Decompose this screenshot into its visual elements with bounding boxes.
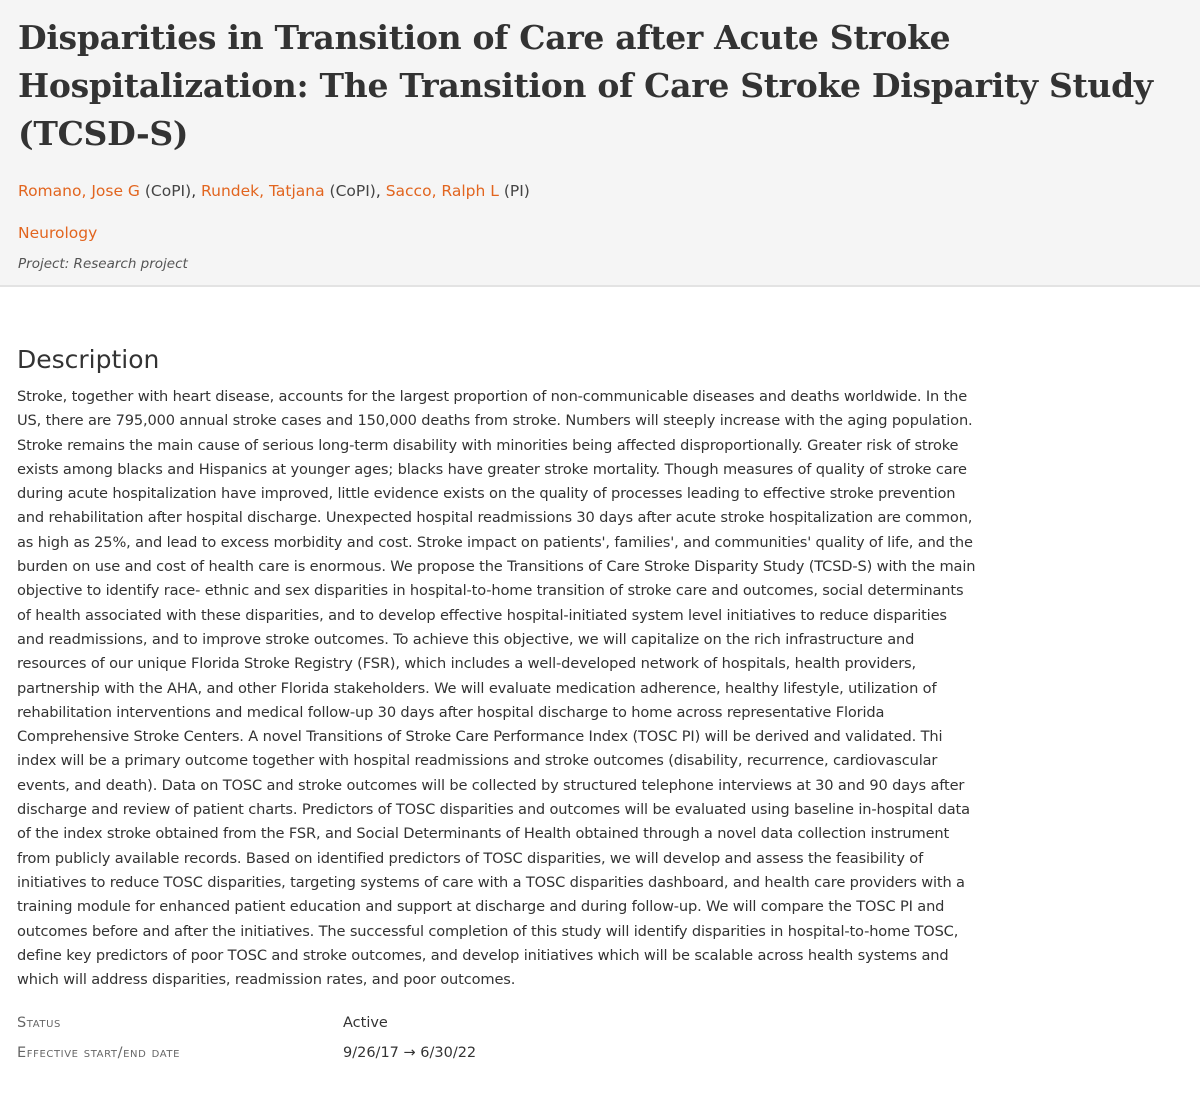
person-link-rundek[interactable]: Rundek, Tatjana [201,182,325,200]
persons-list [18,180,1182,202]
separator: , [375,182,386,200]
status-value: Active [343,1015,388,1032]
date-value: 9/26/17 → 6/30/22 [343,1045,477,1062]
status-label: Status [17,1015,61,1032]
person-link-sacco[interactable]: Sacco, Ralph L [385,182,499,200]
status-row [17,1008,1183,1038]
organization-link[interactable]: Neurology [18,224,98,242]
person-role: (CoPI) [144,182,192,200]
project-meta [17,1008,1183,1068]
project-type: Project: Research project [18,256,188,272]
page-title: Disparities in Transition of Care after Acute Stroke Hospitalization: The Transition of Care Stroke Disparity Study (TCSD-S) [18,18,1153,153]
project-header [0,0,1200,287]
person-role: (CoPI) [329,182,376,200]
person-role: (PI) [503,182,530,200]
description-text: Stroke, together with heart disease, accounts for the largest proportion of non-communicable diseases and deaths worldwide. In the US, there are 795,000 annual stroke cases and 150,000 deaths from stroke. Numbers will steeply increase with the aging population. Stroke remains the main cause of serious long-term disability with minorities being affected disproportionally. Greater risk of stroke exists among blacks and Hispanics at younger ages; blacks have greater stroke mortality. Though measures of quality of stroke care during acute hospitalization have improved, little evidence exists on the quality of processes leading to effective stroke prevention and rehabilitation after hospital discharge. Unexpected hospital readmissions 30 days after acute stroke hospitalization are common, as high as 25%, and lead to excess morbidity and cost. Stroke impact on patients', families', and communities' quality of life, and the burden on use and cost of health care is enormous. We propose the Transitions of Care Stroke Disparity Study (TCSD-S) with the main objective to identify race- ethnic and sex disparities in hospital-to-home transition of stroke care and outcomes, social determinants of health associated with these disparities, and to develop effective hospital-initiated system level initiatives to reduce disparities and readmissions, and to improve stroke outcomes. To achieve this objective, we will capitalize on the rich infrastructure and resources of our unique Florida Stroke Registry (FSR), which includes a well-developed network of hospitals, health providers, partnership with the AHA, and other Florida stakeholders. We will evaluate medication adherence, healthy lifestyle, utilization of rehabilitation interventions and medical follow-up 30 days after hospital discharge to home across representative Florida Comprehensive Stroke Centers. A novel Transitions of Stroke Care Performance Index (TOSC PI) will be derived and validated. Thi index will be a primary outcome together with hospital readmissions and stroke outcomes (disability, recurrence, cardiovascular events, and death). Data on TOSC and stroke outcomes will be collected by structured telephone interviews at 30 and 90 days after discharge and review of patient charts. Predictors of TOSC disparities and outcomes will be evaluated using baseline in-hospital data of the index stroke obtained from the FSR, and Social Determinants of Health obtained through a novel data collection instrument from publicly available records. Based on identified predictors of TOSC disparities, we will develop and assess the feasibility of initiatives to reduce TOSC disparities, targeting systems of care with a TOSC disparities dashboard, and health care providers with a training module for enhanced patient education and support at discharge and during follow-up. We will compare the TOSC PI and outcomes before and after the initiatives. The successful completion of this study will identify disparities in hospital-to-home TOSC, define key predictors of poor TOSC and stroke outcomes, and develop initiatives which will be scalable across health systems and which will address disparities, readmission rates, and poor outcomes. [17,388,976,989]
date-label: Effective start/end date [17,1045,181,1062]
person-link-romano[interactable]: Romano, Jose G [18,182,140,200]
description-heading: Description [17,345,160,374]
main-content [0,343,1200,1068]
date-row [17,1038,1183,1068]
separator: , [191,182,202,200]
